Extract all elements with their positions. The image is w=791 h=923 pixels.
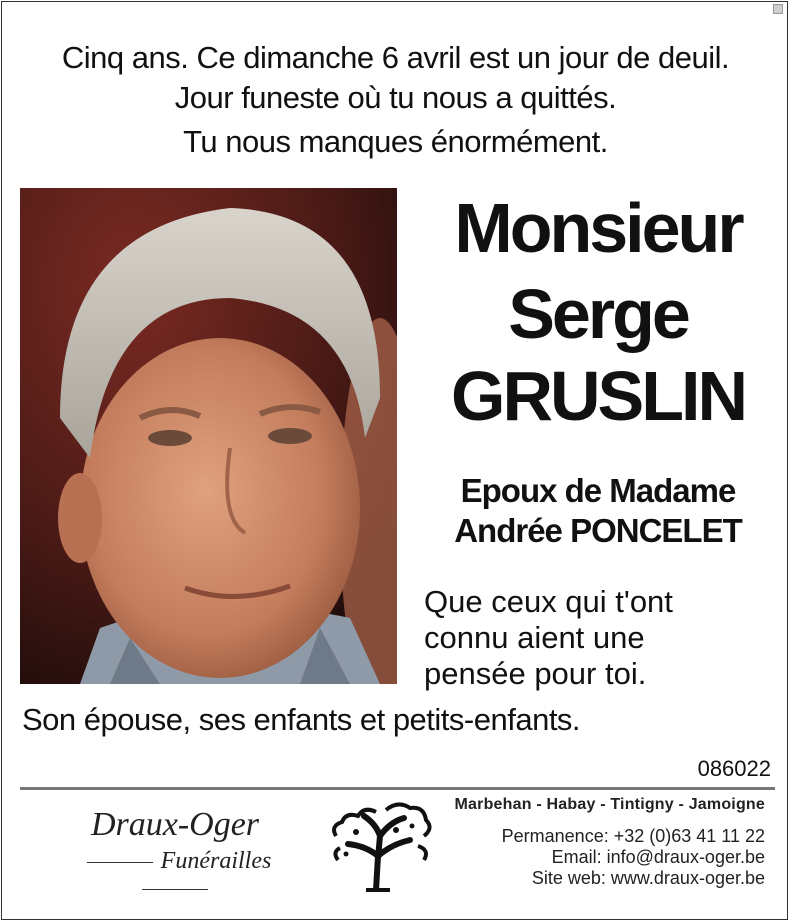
funeral-home-name: Draux-Oger (90, 806, 260, 843)
family-signature: Son épouse, ses enfants et petits-enfants. (22, 702, 581, 737)
spouse-line-2: Andrée PONCELET (454, 512, 742, 549)
intro-line-2: Jour funeste où tu nous a quittés. (174, 80, 617, 115)
funeral-home-subtitle-row (40, 848, 310, 902)
funeral-home-email: Email: info@draux-oger.be (551, 847, 765, 867)
deceased-first-name: Serge (508, 275, 688, 353)
subtitle-line-left (87, 862, 153, 863)
thought-line-3: pensée pour toi. (424, 656, 647, 691)
funeral-home-subtitle: Funérailles (160, 848, 272, 874)
thought-line-1: Que ceux qui t'ont (424, 584, 673, 619)
thought-line-2: connu aient une (424, 620, 645, 655)
footer-divider (20, 787, 775, 790)
spouse-line-1: Epoux de Madame (460, 472, 736, 509)
subtitle-line-right (142, 889, 208, 890)
funeral-home-website: Site web: www.draux-oger.be (531, 868, 765, 888)
tree-logo-icon (326, 796, 436, 892)
intro-line-3: Tu nous manques énormément. (183, 124, 608, 159)
corner-marker (773, 4, 783, 14)
reference-number: 086022 (697, 756, 771, 781)
intro-line-1: Cinq ans. Ce dimanche 6 avril est un jour de deuil. (61, 40, 730, 75)
funeral-home-towns: Marbehan - Habay - Tintigny - Jamoigne (454, 796, 765, 813)
deceased-title: Monsieur (454, 189, 742, 267)
funeral-home-phone: Permanence: +32 (0)63 41 11 22 (501, 826, 765, 846)
deceased-photo (20, 188, 397, 684)
deceased-last-name: GRUSLIN (451, 357, 745, 435)
